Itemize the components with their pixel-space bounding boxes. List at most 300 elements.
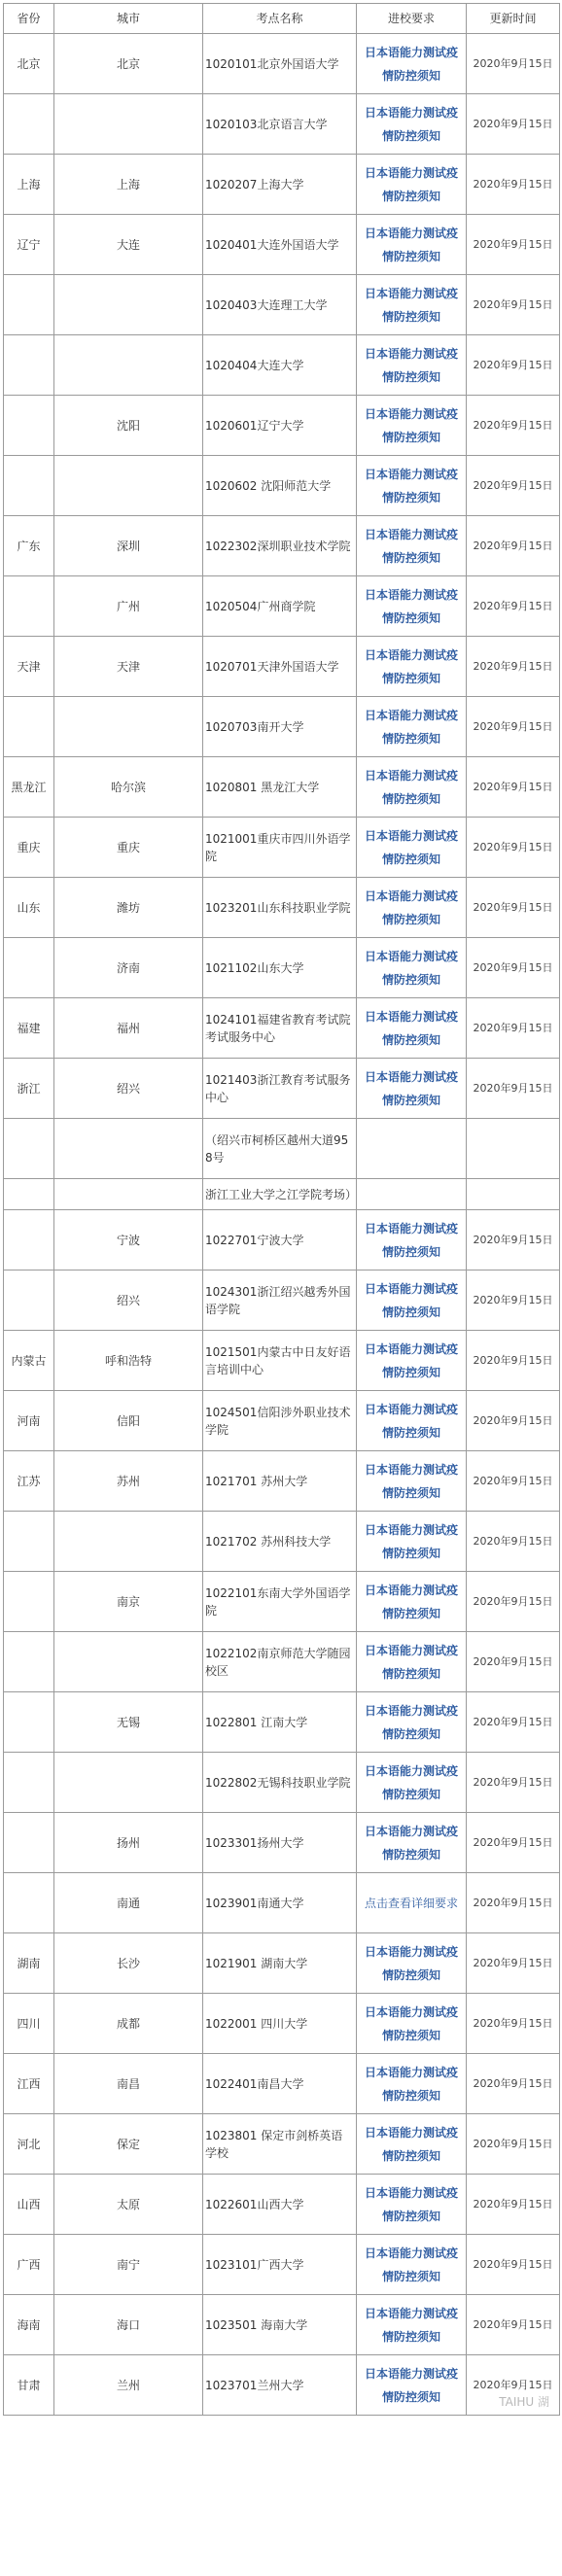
covid-notice-link-line1[interactable]: 日本语能力测试疫	[364, 346, 458, 361]
city-cell: 深圳	[54, 516, 203, 576]
entry-requirement-cell[interactable]	[357, 637, 467, 697]
covid-notice-link-line1[interactable]: 日本语能力测试疫	[364, 2306, 458, 2320]
site-name-cell: （绍兴市柯桥区越州大道958号	[203, 1119, 357, 1179]
site-name-cell: 1023301扬州大学	[203, 1813, 357, 1873]
update-time-cell: 2020年9月15日	[467, 516, 560, 576]
entry-requirement-cell[interactable]	[357, 94, 467, 155]
entry-requirement-cell[interactable]	[357, 1873, 467, 1933]
province-cell	[4, 1210, 54, 1271]
table-row	[4, 2235, 560, 2295]
covid-notice-link-line2[interactable]: 情防控须知	[381, 369, 440, 384]
entry-requirement-cell[interactable]	[357, 1331, 467, 1391]
province-cell	[4, 335, 54, 396]
covid-notice-link-line1[interactable]: 日本语能力测试疫	[364, 165, 458, 180]
covid-notice-link-line1[interactable]: 日本语能力测试疫	[364, 587, 458, 602]
header-site-name: 考点名称	[203, 4, 357, 34]
covid-notice-link-line2[interactable]: 情防控须知	[381, 1666, 440, 1681]
table-row	[4, 155, 560, 215]
update-time-cell: 2020年9月15日	[467, 1391, 560, 1451]
city-cell	[54, 1512, 203, 1572]
covid-notice-link-line1[interactable]: 日本语能力测试疫	[364, 1703, 458, 1718]
table-row	[4, 1119, 560, 1179]
covid-notice-link-line1[interactable]: 日本语能力测试疫	[364, 105, 458, 120]
province-cell: 黑龙江	[4, 757, 54, 818]
table-row	[4, 637, 560, 697]
update-time-cell: 2020年9月15日	[467, 878, 560, 938]
covid-notice-link-line2[interactable]: 情防控须知	[381, 2028, 440, 2042]
entry-requirement-cell[interactable]	[357, 34, 467, 94]
covid-notice-link-line1[interactable]: 日本语能力测试疫	[364, 1522, 458, 1537]
covid-notice-link-line2[interactable]: 情防控须知	[381, 189, 440, 203]
province-cell: 江苏	[4, 1451, 54, 1512]
province-cell: 福建	[4, 998, 54, 1059]
watermark: TAIHU 湖	[499, 2395, 549, 2409]
update-time-cell: 2020年9月15日	[467, 456, 560, 516]
covid-notice-link-line2[interactable]: 情防控须知	[381, 490, 440, 505]
update-time-cell: 2020年9月15日	[467, 1692, 560, 1753]
covid-notice-link-line2[interactable]: 情防控须知	[381, 610, 440, 625]
site-name-cell: 1021403浙江教育考试服务中心	[203, 1059, 357, 1119]
covid-notice-link-line1[interactable]: 日本语能力测试疫	[364, 2366, 458, 2381]
covid-notice-link-line1[interactable]: 日本语能力测试疫	[364, 647, 458, 662]
province-cell: 内蒙古	[4, 1331, 54, 1391]
site-name-cell: 1020101北京外国语大学	[203, 34, 357, 94]
table-row	[4, 576, 560, 637]
covid-notice-link-line2[interactable]: 情防控须知	[381, 128, 440, 143]
city-cell: 海口	[54, 2295, 203, 2355]
site-name-cell: 1022001 四川大学	[203, 1994, 357, 2054]
site-name-cell: 1020801 黑龙江大学	[203, 757, 357, 818]
covid-notice-link-line2[interactable]: 情防控须知	[381, 1787, 440, 1801]
entry-requirement-cell[interactable]	[357, 818, 467, 878]
entry-requirement-cell[interactable]	[357, 1994, 467, 2054]
city-cell: 沈阳	[54, 396, 203, 456]
header-row	[4, 4, 560, 34]
table-row	[4, 1994, 560, 2054]
covid-notice-link-line1[interactable]: 日本语能力测试疫	[364, 2004, 458, 2019]
province-cell: 山西	[4, 2175, 54, 2235]
covid-notice-link-line1[interactable]: 日本语能力测试疫	[364, 2185, 458, 2200]
table-row	[4, 1632, 560, 1692]
update-time-cell: 2020年9月15日	[467, 1753, 560, 1813]
province-cell: 河南	[4, 1391, 54, 1451]
province-cell: 四川	[4, 1994, 54, 2054]
city-cell: 南宁	[54, 2235, 203, 2295]
covid-notice-link-line1[interactable]: 日本语能力测试疫	[364, 949, 458, 963]
entry-requirement-cell[interactable]	[357, 1391, 467, 1451]
update-time-cell	[467, 1119, 560, 1179]
covid-notice-link-line2[interactable]: 情防控须知	[381, 1847, 440, 1862]
site-name-cell: 1024501信阳涉外职业技术学院	[203, 1391, 357, 1451]
entry-requirement-cell[interactable]	[357, 1632, 467, 1692]
covid-notice-link-line1[interactable]: 日本语能力测试疫	[364, 1824, 458, 1838]
covid-notice-link-line2[interactable]: 情防控须知	[381, 1244, 440, 1259]
table-row	[4, 1331, 560, 1391]
city-cell: 上海	[54, 155, 203, 215]
update-time-cell: 2020年9月15日	[467, 1632, 560, 1692]
site-name-cell: 1020504广州商学院	[203, 576, 357, 637]
city-cell	[54, 1179, 203, 1210]
table-row	[4, 1753, 560, 1813]
entry-requirement-cell[interactable]	[357, 1210, 467, 1271]
covid-notice-link-line2[interactable]: 情防控须知	[381, 2389, 440, 2404]
covid-notice-link-line1[interactable]: 日本语能力测试疫	[364, 708, 458, 722]
entry-requirement-cell[interactable]	[357, 878, 467, 938]
city-cell: 兰州	[54, 2355, 203, 2416]
site-name-cell: 1021702 苏州科技大学	[203, 1512, 357, 1572]
site-name-cell: 1022701宁波大学	[203, 1210, 357, 1271]
update-time-cell: 2020年9月15日	[467, 1813, 560, 1873]
covid-notice-link-line2[interactable]: 情防控须知	[381, 2088, 440, 2103]
site-name-cell: 浙江工业大学之江学院考场）	[203, 1179, 357, 1210]
site-name-cell: 1021102山东大学	[203, 938, 357, 998]
entry-requirement-cell[interactable]	[357, 2235, 467, 2295]
entry-requirement-cell[interactable]	[357, 697, 467, 757]
update-time-cell: 2020年9月15日	[467, 2114, 560, 2175]
province-cell: 辽宁	[4, 215, 54, 275]
update-time-cell: 2020年9月15日	[467, 2295, 560, 2355]
table-row	[4, 1179, 560, 1210]
update-time-cell: 2020年9月15日	[467, 1994, 560, 2054]
update-time-cell: 2020年9月15日	[467, 998, 560, 1059]
table-row	[4, 516, 560, 576]
update-time-cell: 2020年9月15日	[467, 1873, 560, 1933]
entry-requirement-cell[interactable]	[357, 1451, 467, 1512]
covid-notice-link-line2[interactable]: 情防控须知	[381, 1425, 440, 1440]
covid-notice-link-line1[interactable]: 日本语能力测试疫	[364, 1221, 458, 1236]
update-time-cell: 2020年9月15日	[467, 637, 560, 697]
table-row	[4, 94, 560, 155]
covid-notice-link-line1[interactable]: 日本语能力测试疫	[364, 828, 458, 843]
province-cell	[4, 1119, 54, 1179]
covid-notice-link-line1[interactable]: 日本语能力测试疫	[364, 45, 458, 59]
covid-notice-link-line1[interactable]: 日本语能力测试疫	[364, 1944, 458, 1959]
covid-notice-link-line1[interactable]: 日本语能力测试疫	[364, 286, 458, 300]
city-cell: 大连	[54, 215, 203, 275]
table-row	[4, 2175, 560, 2235]
city-cell: 南昌	[54, 2054, 203, 2114]
site-name-cell: 1020601辽宁大学	[203, 396, 357, 456]
covid-notice-link-line1[interactable]: 日本语能力测试疫	[364, 2245, 458, 2260]
covid-notice-link-line1[interactable]: 日本语能力测试疫	[364, 1583, 458, 1597]
entry-requirement-cell[interactable]	[357, 2295, 467, 2355]
table-row	[4, 1813, 560, 1873]
update-time-cell: 2020年9月15日	[467, 94, 560, 155]
covid-notice-link-line2[interactable]: 情防控须知	[381, 1546, 440, 1560]
table-row	[4, 275, 560, 335]
update-time-cell: 2020年9月15日	[467, 155, 560, 215]
entry-requirement-cell	[357, 1179, 467, 1210]
covid-notice-link-line2[interactable]: 情防控须知	[381, 1485, 440, 1500]
province-cell: 江西	[4, 2054, 54, 2114]
province-cell: 海南	[4, 2295, 54, 2355]
province-cell	[4, 938, 54, 998]
covid-notice-link-line2[interactable]: 情防控须知	[381, 1606, 440, 1620]
entry-requirement-cell[interactable]	[357, 155, 467, 215]
site-name-cell: 1022802无锡科技职业学院	[203, 1753, 357, 1813]
update-time-cell: 2020年9月15日	[467, 1512, 560, 1572]
entry-requirement-cell[interactable]	[357, 1059, 467, 1119]
update-time-cell: 2020年9月15日	[467, 396, 560, 456]
entry-requirement-cell[interactable]	[357, 2114, 467, 2175]
city-cell: 福州	[54, 998, 203, 1059]
province-cell: 湖南	[4, 1933, 54, 1994]
entry-requirement-cell[interactable]	[357, 516, 467, 576]
table-row	[4, 1692, 560, 1753]
covid-notice-link-line2[interactable]: 情防控须知	[381, 972, 440, 987]
covid-notice-link-line2[interactable]: 情防控须知	[381, 68, 440, 83]
table-row	[4, 1512, 560, 1572]
entry-requirement-cell[interactable]	[357, 2054, 467, 2114]
site-name-cell: 1020701天津外国语大学	[203, 637, 357, 697]
update-time-cell: 2020年9月15日	[467, 1331, 560, 1391]
site-name-cell: 1022801 江南大学	[203, 1692, 357, 1753]
province-cell	[4, 1271, 54, 1331]
update-time-cell: 2020年9月15日	[467, 1572, 560, 1632]
table-row	[4, 1572, 560, 1632]
entry-requirement-cell[interactable]	[357, 1813, 467, 1873]
site-name-cell: 1021701 苏州大学	[203, 1451, 357, 1512]
entry-requirement-cell[interactable]	[357, 757, 467, 818]
table-row	[4, 1873, 560, 1933]
site-name-cell: 1022102南京师范大学随园校区	[203, 1632, 357, 1692]
covid-notice-link-line1[interactable]: 日本语能力测试疫	[364, 226, 458, 240]
entry-requirement-cell[interactable]	[357, 576, 467, 637]
province-cell	[4, 1692, 54, 1753]
site-name-cell: 1023101广西大学	[203, 2235, 357, 2295]
covid-notice-link-line2[interactable]: 情防控须知	[381, 249, 440, 263]
update-time-cell: 2020年9月15日	[467, 1271, 560, 1331]
entry-requirement-cell[interactable]	[357, 396, 467, 456]
site-name-cell: 1020401大连外国语大学	[203, 215, 357, 275]
covid-notice-link-line1[interactable]: 日本语能力测试疫	[364, 1009, 458, 1024]
covid-notice-link-line1[interactable]: 日本语能力测试疫	[364, 1069, 458, 1084]
covid-notice-link-line1[interactable]: 日本语能力测试疫	[364, 1462, 458, 1477]
city-cell: 保定	[54, 2114, 203, 2175]
entry-requirement-cell[interactable]	[357, 938, 467, 998]
entry-requirement-cell[interactable]	[357, 215, 467, 275]
city-cell: 南通	[54, 1873, 203, 1933]
covid-notice-link-line1[interactable]: 日本语能力测试疫	[364, 406, 458, 421]
city-cell: 无锡	[54, 1692, 203, 1753]
covid-notice-link-line1[interactable]: 日本语能力测试疫	[364, 1643, 458, 1657]
site-name-cell: 1022401南昌大学	[203, 2054, 357, 2114]
update-time-cell: 2020年9月15日	[467, 1933, 560, 1994]
update-time-cell: 2020年9月15日	[467, 2175, 560, 2235]
entry-requirement-cell[interactable]	[357, 456, 467, 516]
entry-requirement-cell[interactable]	[357, 335, 467, 396]
site-name-cell: 1021501内蒙古中日友好语言培训中心	[203, 1331, 357, 1391]
city-cell	[54, 697, 203, 757]
province-cell: 山东	[4, 878, 54, 938]
province-cell: 广西	[4, 2235, 54, 2295]
city-cell: 太原	[54, 2175, 203, 2235]
covid-notice-link-line1[interactable]: 日本语能力测试疫	[364, 888, 458, 903]
site-name-cell: 1024101福建省教育考试院考试服务中心	[203, 998, 357, 1059]
city-cell: 绍兴	[54, 1059, 203, 1119]
province-cell	[4, 576, 54, 637]
site-name-cell: 1020403大连理工大学	[203, 275, 357, 335]
update-time-cell: 2020年9月15日	[467, 2054, 560, 2114]
header-entry-requirement: 进校要求	[357, 4, 467, 34]
city-cell	[54, 1632, 203, 1692]
province-cell: 上海	[4, 155, 54, 215]
table-row	[4, 2355, 560, 2416]
province-cell: 广东	[4, 516, 54, 576]
covid-notice-link-line2[interactable]: 情防控须知	[381, 852, 440, 866]
covid-notice-link-line2[interactable]: 情防控须知	[381, 2148, 440, 2163]
covid-notice-link-line1[interactable]: 日本语能力测试疫	[364, 1763, 458, 1778]
province-cell	[4, 396, 54, 456]
update-time-cell: 2020年9月15日	[467, 275, 560, 335]
city-cell	[54, 275, 203, 335]
table-row	[4, 757, 560, 818]
city-cell: 宁波	[54, 1210, 203, 1271]
update-time-cell: 2020年9月15日	[467, 818, 560, 878]
covid-notice-link-line2[interactable]: 情防控须知	[381, 791, 440, 806]
view-details-link[interactable]: 点击查看详细要求	[364, 1896, 458, 1910]
exam-site-table	[3, 3, 560, 2416]
province-cell	[4, 697, 54, 757]
city-cell: 苏州	[54, 1451, 203, 1512]
site-name-cell: 1023801 保定市剑桥英语学校	[203, 2114, 357, 2175]
site-name-cell: 1022302深圳职业技术学院	[203, 516, 357, 576]
covid-notice-link-line2[interactable]: 情防控须知	[381, 2269, 440, 2283]
covid-notice-link-line1[interactable]: 日本语能力测试疫	[364, 2125, 458, 2140]
province-cell	[4, 94, 54, 155]
site-name-cell: 1020602 沈阳师范大学	[203, 456, 357, 516]
entry-requirement-cell[interactable]	[357, 2175, 467, 2235]
header-province: 省份	[4, 4, 54, 34]
update-time-cell: 2020年9月15日	[467, 2235, 560, 2295]
table-row	[4, 1210, 560, 1271]
table-row	[4, 1271, 560, 1331]
city-cell	[54, 335, 203, 396]
site-name-cell: 1023501 海南大学	[203, 2295, 357, 2355]
entry-requirement-cell[interactable]	[357, 1512, 467, 1572]
city-cell: 成都	[54, 1994, 203, 2054]
site-name-cell: 1020404大连大学	[203, 335, 357, 396]
update-time-cell: 2020年9月15日	[467, 335, 560, 396]
covid-notice-link-line1[interactable]: 日本语能力测试疫	[364, 1281, 458, 1296]
exam-site-table-container	[3, 3, 559, 2416]
covid-notice-link-line2[interactable]: 情防控须知	[381, 2329, 440, 2344]
covid-notice-link-line2[interactable]: 情防控须知	[381, 912, 440, 926]
city-cell: 天津	[54, 637, 203, 697]
province-cell: 天津	[4, 637, 54, 697]
site-name-cell: 1021901 湖南大学	[203, 1933, 357, 1994]
city-cell: 呼和浩特	[54, 1331, 203, 1391]
entry-requirement-cell[interactable]	[357, 1753, 467, 1813]
province-cell	[4, 1813, 54, 1873]
province-cell	[4, 1753, 54, 1813]
table-row	[4, 34, 560, 94]
table-row	[4, 697, 560, 757]
table-row	[4, 396, 560, 456]
table-row	[4, 998, 560, 1059]
entry-requirement-cell[interactable]	[357, 1271, 467, 1331]
site-name-cell: 1022601山西大学	[203, 2175, 357, 2235]
covid-notice-link-line2[interactable]: 情防控须知	[381, 1726, 440, 1741]
province-cell	[4, 1512, 54, 1572]
covid-notice-link-line2[interactable]: 情防控须知	[381, 1305, 440, 1319]
table-row	[4, 2114, 560, 2175]
city-cell	[54, 1119, 203, 1179]
covid-notice-link-line1[interactable]: 日本语能力测试疫	[364, 768, 458, 783]
province-cell	[4, 456, 54, 516]
city-cell: 绍兴	[54, 1271, 203, 1331]
covid-notice-link-line1[interactable]: 日本语能力测试疫	[364, 1341, 458, 1356]
province-cell	[4, 275, 54, 335]
covid-notice-link-line2[interactable]: 情防控须知	[381, 1093, 440, 1107]
header-city: 城市	[54, 4, 203, 34]
site-name-cell: 1022101东南大学外国语学院	[203, 1572, 357, 1632]
entry-requirement-cell[interactable]	[357, 2355, 467, 2416]
covid-notice-link-line2[interactable]: 情防控须知	[381, 309, 440, 324]
city-cell: 广州	[54, 576, 203, 637]
covid-notice-link-line2[interactable]: 情防控须知	[381, 430, 440, 444]
covid-notice-link-line2[interactable]: 情防控须知	[381, 671, 440, 685]
update-time-cell: 2020年9月15日	[467, 2355, 560, 2416]
province-cell	[4, 1572, 54, 1632]
covid-notice-link-line2[interactable]: 情防控须知	[381, 2209, 440, 2223]
site-name-cell: 1024301浙江绍兴越秀外国语学院	[203, 1271, 357, 1331]
update-time-cell: 2020年9月15日	[467, 938, 560, 998]
entry-requirement-cell[interactable]	[357, 1692, 467, 1753]
site-name-cell: 1020207上海大学	[203, 155, 357, 215]
covid-notice-link-line1[interactable]: 日本语能力测试疫	[364, 1402, 458, 1416]
table-row	[4, 335, 560, 396]
site-name-cell: 1021001重庆市四川外语学院	[203, 818, 357, 878]
city-cell	[54, 1753, 203, 1813]
entry-requirement-cell[interactable]	[357, 1933, 467, 1994]
covid-notice-link-line2[interactable]: 情防控须知	[381, 550, 440, 565]
entry-requirement-cell[interactable]	[357, 998, 467, 1059]
city-cell: 信阳	[54, 1391, 203, 1451]
covid-notice-link-line2[interactable]: 情防控须知	[381, 731, 440, 746]
update-time-cell: 2020年9月15日	[467, 1210, 560, 1271]
province-cell: 浙江	[4, 1059, 54, 1119]
table-header	[4, 4, 560, 34]
city-cell: 重庆	[54, 818, 203, 878]
table-row	[4, 818, 560, 878]
covid-notice-link-line1[interactable]: 日本语能力测试疫	[364, 467, 458, 481]
entry-requirement-cell[interactable]	[357, 275, 467, 335]
province-cell	[4, 1873, 54, 1933]
site-name-cell: 1023201山东科技职业学院	[203, 878, 357, 938]
site-name-cell: 1020103北京语言大学	[203, 94, 357, 155]
table-row	[4, 1391, 560, 1451]
table-body	[4, 34, 560, 2416]
table-row	[4, 1059, 560, 1119]
province-cell	[4, 1179, 54, 1210]
city-cell: 哈尔滨	[54, 757, 203, 818]
update-time-cell: 2020年9月15日	[467, 215, 560, 275]
province-cell	[4, 1632, 54, 1692]
covid-notice-link-line2[interactable]: 情防控须知	[381, 1365, 440, 1379]
covid-notice-link-line1[interactable]: 日本语能力测试疫	[364, 527, 458, 541]
city-cell	[54, 94, 203, 155]
covid-notice-link-line2[interactable]: 情防控须知	[381, 1032, 440, 1047]
covid-notice-link-line2[interactable]: 情防控须知	[381, 1967, 440, 1982]
table-row	[4, 878, 560, 938]
site-name-cell: 1023901南通大学	[203, 1873, 357, 1933]
table-row	[4, 1933, 560, 1994]
entry-requirement-cell[interactable]	[357, 1572, 467, 1632]
site-name-cell: 1023701兰州大学	[203, 2355, 357, 2416]
table-row	[4, 938, 560, 998]
covid-notice-link-line1[interactable]: 日本语能力测试疫	[364, 2065, 458, 2079]
